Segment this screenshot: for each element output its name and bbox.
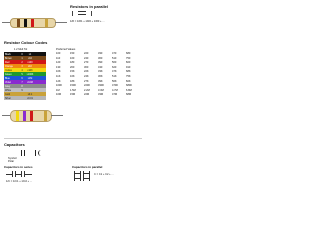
parallel-formula: 1/R = 1/R1 + 1/R2 + 1/R3 + ... — [70, 20, 105, 23]
preferred-value: 68K — [126, 70, 131, 74]
preferred-value: 390 — [98, 61, 103, 65]
preferred-value: 110 — [56, 56, 61, 60]
colour-codes-title: Resistor Colour Codes — [4, 40, 48, 45]
colour-multiplier: x10 — [28, 56, 32, 60]
colour-name: Black — [5, 52, 11, 56]
preferred-value: 200 — [70, 65, 75, 69]
preferred-value: 150K — [70, 84, 77, 88]
colour-name: Gold — [5, 92, 11, 96]
preferred-value: 360 — [98, 56, 103, 60]
preferred-value: 16K — [70, 74, 75, 78]
preferred-value: 24K — [84, 74, 89, 78]
colour-name: Violet — [5, 80, 11, 84]
colour-digit: 9 — [21, 88, 23, 92]
preferred-value: 560 — [112, 61, 117, 65]
resistor-graphic — [10, 18, 56, 28]
colour-chart-row — [4, 96, 46, 100]
preferred-value: 33K — [98, 70, 103, 74]
colour-digit: 4 — [21, 68, 23, 72]
resistor-lead-right — [55, 22, 67, 23]
colour-multiplier: x1K — [27, 64, 33, 68]
preferred-value: 130 — [56, 65, 61, 69]
preferred-value: 510 — [112, 56, 117, 60]
preferred-value: 1.5M — [70, 88, 76, 92]
preferred-value: 620 — [112, 65, 117, 69]
capacitor-symbol-icon — [20, 150, 26, 156]
parallel-capacitor-diagram — [74, 171, 90, 181]
preferred-value: 15K — [70, 70, 75, 74]
preferred-values-row — [56, 93, 144, 98]
preferred-value: 330K — [98, 84, 105, 88]
capacitors-title: Capacitors — [4, 142, 25, 147]
preferred-value: 33M — [98, 93, 104, 97]
preferred-value: 11K — [56, 74, 61, 78]
preferred-value: 470K — [112, 84, 119, 88]
preferred-value: 120 — [56, 61, 61, 65]
colour-digit: 5 — [21, 72, 23, 76]
colour-multiplier: x0.1 — [27, 92, 33, 96]
preferred-value: 4.7M — [112, 88, 118, 92]
colour-name: White — [5, 88, 12, 92]
colour-name: Yellow — [5, 68, 12, 72]
preferred-value: 75K — [126, 74, 131, 78]
preferred-value: 51K — [112, 74, 117, 78]
preferred-value: 680 — [126, 52, 131, 55]
preferred-value: 220 — [84, 52, 89, 55]
colour-digit: 3 — [21, 64, 23, 68]
divider — [4, 138, 142, 139]
colour-multiplier: x10M — [27, 80, 33, 84]
preferred-value: 10K — [56, 70, 61, 74]
colour-name: Silver — [5, 96, 11, 100]
colour-name: Orange — [5, 64, 13, 68]
preferred-value: 820 — [126, 61, 131, 65]
colour-digit: 2 — [21, 60, 23, 64]
preferred-value: 100K — [56, 84, 63, 88]
preferred-value: 270 — [84, 61, 89, 65]
capacitor-polar-label: Polar — [8, 160, 15, 163]
preferred-value: 430 — [98, 65, 103, 69]
series-diagram — [6, 171, 32, 177]
parallel-diagram — [72, 11, 92, 16]
preferred-value: 47K — [112, 70, 117, 74]
colour-digit: 0 — [21, 52, 23, 56]
colour-code-chart — [4, 52, 46, 100]
preferred-value: 750 — [126, 56, 131, 60]
preferred-value: 82K — [126, 79, 131, 83]
preferred-value: 300 — [84, 65, 89, 69]
preferred-value: 150 — [70, 52, 75, 55]
preferred-value: 27K — [84, 79, 89, 83]
parallel-title: Resistors in parallel — [70, 4, 109, 9]
preferred-value: 160 — [70, 56, 75, 60]
colour-name: Brown — [5, 56, 12, 60]
preferred-value: 2.2M — [84, 88, 90, 92]
preferred-value: 18K — [70, 79, 75, 83]
preferred-value: 39K — [98, 79, 103, 83]
preferred-value: 6.8M — [126, 88, 132, 92]
colour-name: Blue — [5, 76, 10, 80]
preferred-value: 56K — [112, 79, 117, 83]
colour-name: Green — [5, 72, 12, 76]
colour-multiplier: x10K — [27, 68, 33, 72]
resistor2-lead-right — [51, 115, 63, 116]
resistor2-graphic — [10, 110, 52, 122]
preferred-value: 220K — [84, 84, 91, 88]
preferred-value: 470 — [112, 52, 117, 55]
preferred-value: 22M — [84, 93, 90, 97]
capacitor-polar-icon — [34, 150, 42, 156]
preferred-value: 1M — [56, 88, 60, 92]
preferred-value: 36K — [98, 74, 103, 78]
preferred-value: 240 — [84, 56, 89, 60]
series-formula: 1/C = 1/C1 + 1/C2 + ... — [6, 180, 33, 183]
colour-digit: 7 — [21, 80, 23, 84]
colour-name: Grey — [5, 84, 11, 88]
colour-digit: 6 — [21, 76, 23, 80]
preferred-value: 910 — [126, 65, 131, 69]
preferred-values-title: Preferred Values — [56, 48, 76, 51]
colour-multiplier: x1 — [28, 52, 32, 56]
colour-digit: 1 — [21, 56, 23, 60]
preferred-value: 47M — [112, 93, 118, 97]
preferred-value: 15M — [70, 93, 76, 97]
preferred-value: 3.3M — [98, 88, 104, 92]
colour-chart-header: 1 2 Mult Tol — [14, 48, 28, 51]
preferred-values-table — [56, 52, 144, 98]
colour-multiplier: x0.01 — [27, 96, 33, 100]
preferred-value: 330 — [98, 52, 103, 55]
colour-digit: 8 — [21, 84, 23, 88]
parallel-capacitors-title: Capacitors in parallel — [72, 165, 103, 169]
capacitor-symbol-label: Symbol — [8, 157, 17, 160]
parallel-capacitor-formula: C = C1 + C2 + ... — [94, 173, 114, 176]
preferred-value: 100 — [56, 52, 61, 55]
preferred-value: 68M — [126, 93, 132, 97]
colour-name: Red — [5, 60, 10, 64]
colour-multiplier: x100K — [26, 72, 34, 76]
preferred-value: 12K — [56, 79, 61, 83]
preferred-value: 680K — [126, 84, 133, 88]
preferred-value: 10M — [56, 93, 62, 97]
series-title: Capacitors in series — [4, 165, 33, 169]
preferred-value: 180 — [70, 61, 75, 65]
colour-multiplier: x100 — [27, 60, 33, 64]
colour-multiplier: x1M — [27, 76, 33, 80]
preferred-value: 22K — [84, 70, 89, 74]
